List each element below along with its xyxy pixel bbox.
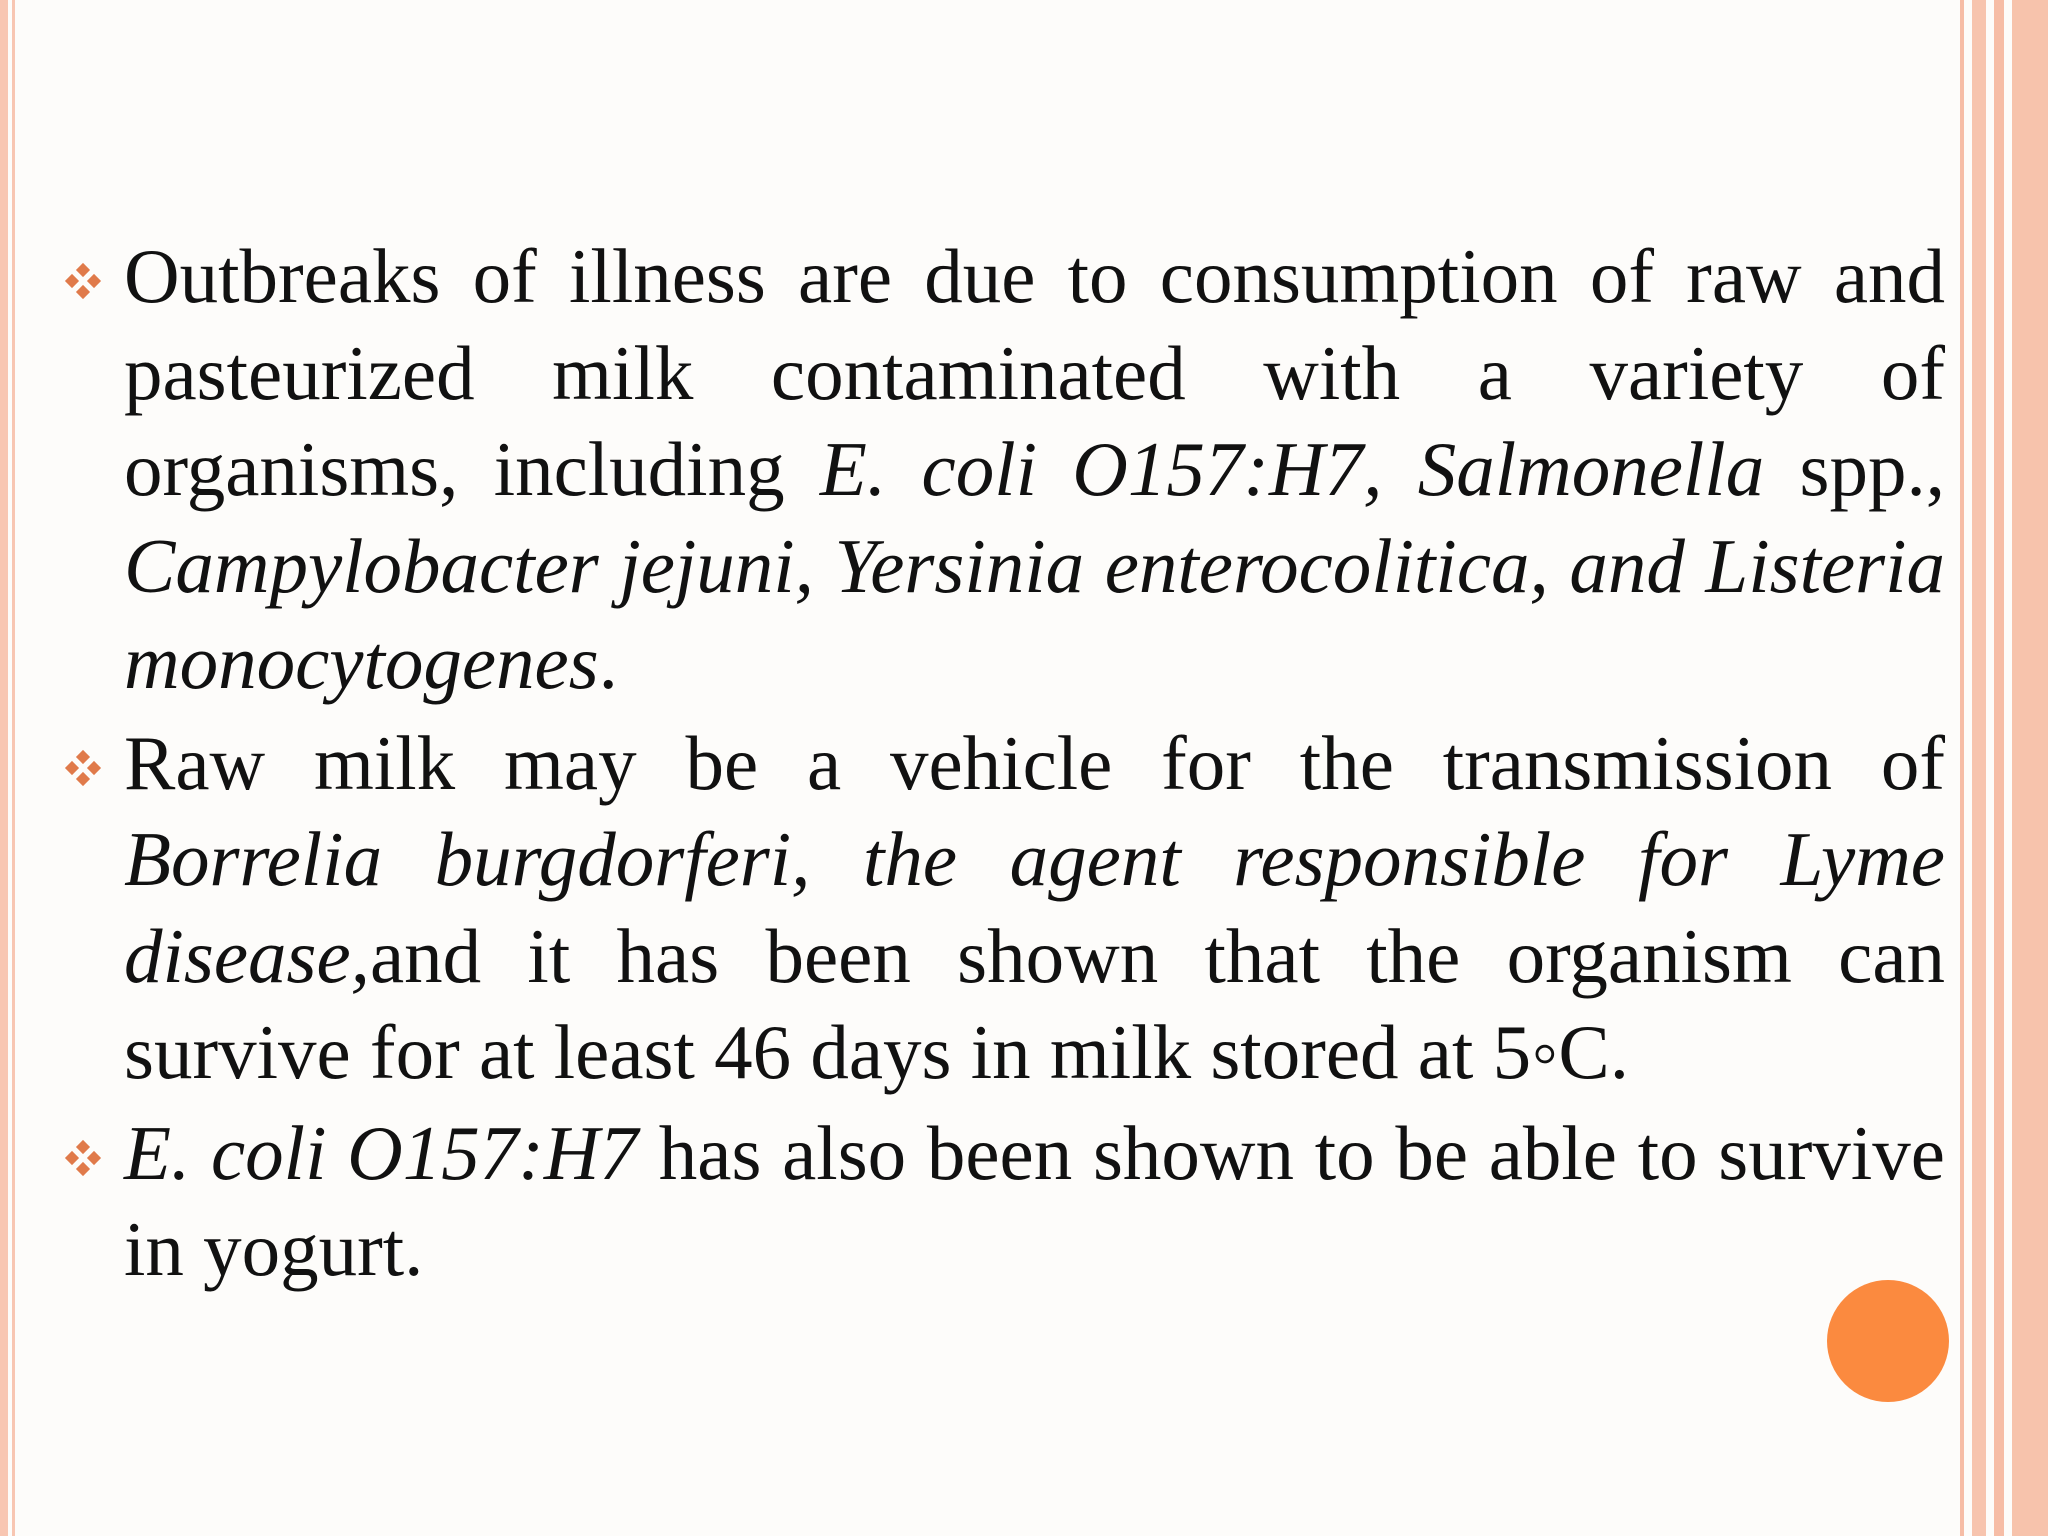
right-border-stripe xyxy=(1960,0,1964,1536)
bullet-text-italic: E. coli O157:H7, Salmonella xyxy=(819,426,1765,512)
right-border-stripe xyxy=(2012,0,2048,1536)
bullet-text: Outbreaks of illness are due to consumption of raw and pasteurized milk contaminated with a variety of organisms, including xyxy=(124,233,1945,512)
bullet-text-italic: Campylobacter jejuni, Yersinia enterocolitica, and Listeria monocytogenes xyxy=(124,522,1945,705)
bullet-list xyxy=(60,228,1945,1302)
bullet-text-italic: Borrelia burgdorferi, the agent responsible for Lyme disease, xyxy=(124,816,1945,999)
diamond-bullet-icon xyxy=(66,264,100,298)
diamond-bullet-icon xyxy=(66,751,100,785)
bullet-text-italic: E. coli O157:H7 xyxy=(124,1109,639,1196)
left-border-stripe-thin xyxy=(12,0,15,1536)
orange-circle-decoration xyxy=(1827,1280,1949,1402)
bullet-item-raw-milk xyxy=(60,715,1945,1101)
diamond-bullet-icon xyxy=(66,1141,100,1175)
bullet-text: has also been shown to be able to survive in yogurt. xyxy=(124,1109,1945,1292)
bullet-item-yogurt xyxy=(60,1105,1945,1298)
right-border-stripe xyxy=(1994,0,2004,1536)
bullet-item-outbreaks xyxy=(60,228,1945,711)
bullet-text: . xyxy=(598,619,618,705)
bullet-text: spp., xyxy=(1764,426,1945,512)
bullet-text: Raw milk may be a vehicle for the transmission of xyxy=(124,719,1945,806)
bullet-text: and it has been shown that the organism can survive for at least 46 days in milk stored at 5◦C. xyxy=(124,912,1945,1095)
left-border-stripe xyxy=(0,0,8,1536)
right-border-stripe xyxy=(1972,0,1986,1536)
